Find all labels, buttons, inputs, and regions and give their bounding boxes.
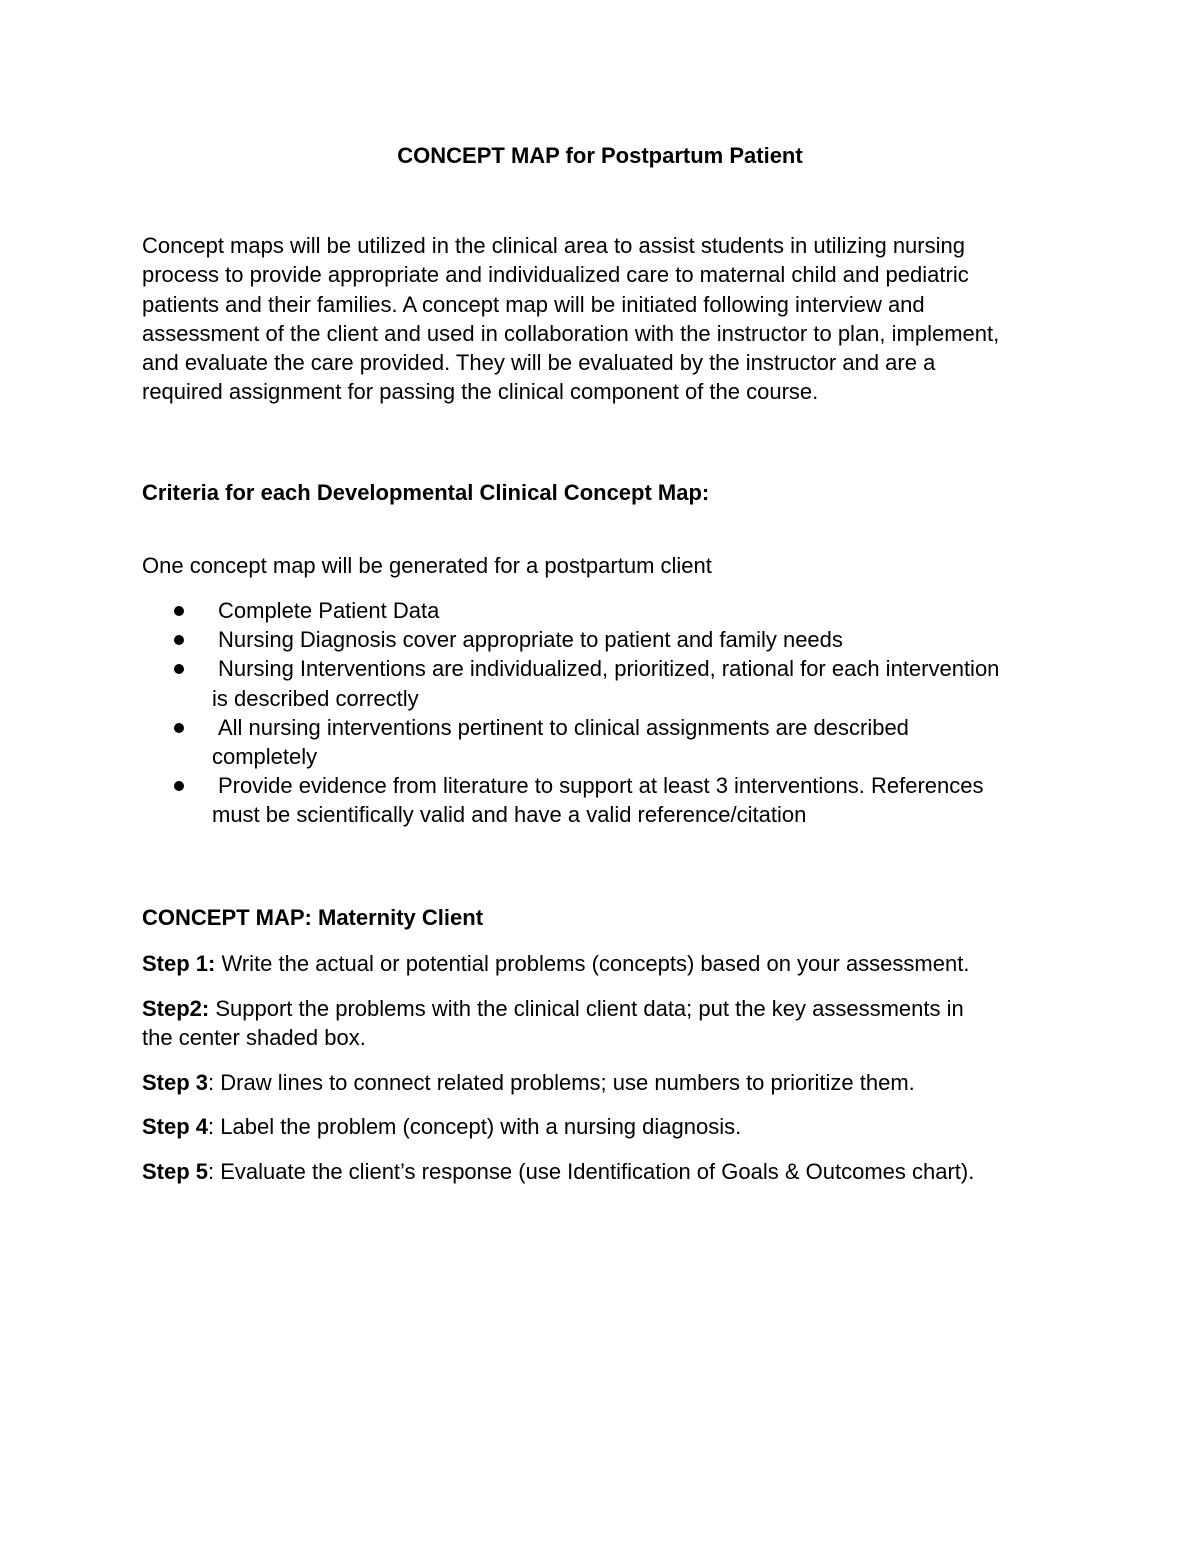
step-4	[142, 1112, 1072, 1142]
step-label: Step 4	[142, 1114, 209, 1139]
document-title: CONCEPT MAP for Postpartum Patient	[397, 143, 803, 168]
criteria-item-text: Nursing Interventions are individualized, prioritized, rational for each intervention	[218, 656, 1000, 682]
step-label: Step 5	[142, 1158, 209, 1184]
criteria-item	[0, 713, 1200, 771]
criteria-item-text: Provide evidence from literature to support at least 3 interventions. References	[218, 773, 984, 799]
intro-line: Concept maps will be utilized in the clinical area to assist students in utilizing nursing	[142, 233, 965, 258]
criteria-item-text-cont: completely	[212, 744, 318, 770]
intro-line: assessment of the client and used in collaboration with the instructor to plan, implement,	[142, 320, 1000, 346]
step-label: Step 3	[142, 1069, 209, 1095]
criteria-heading: Criteria for each Developmental Clinical Concept Map:	[142, 480, 710, 505]
criteria-item	[0, 771, 1200, 829]
criteria-item-text: Nursing Diagnosis cover appropriate to patient and family needs	[218, 627, 843, 653]
criteria-lead: One concept map will be generated for a postpartum client	[142, 553, 712, 578]
intro-line: and evaluate the care provided. They will be evaluated by the instructor and are a	[142, 350, 936, 376]
step-text: : Label the problem (concept) with a nursing diagnosis.	[208, 1114, 742, 1139]
criteria-item-text: All nursing interventions pertinent to clinical assignments are described	[218, 714, 909, 740]
intro-line: process to provide appropriate and individualized care to maternal child and pediatric	[142, 262, 969, 288]
criteria-item	[0, 596, 1200, 625]
intro-line: required assignment for passing the clinical component of the course.	[142, 379, 819, 405]
step-text: : Evaluate the client’s response (use Identification of Goals & Outcomes chart).	[208, 1158, 975, 1184]
bullet-icon	[174, 664, 184, 674]
step-text: : Draw lines to connect related problems; use numbers to prioritize them.	[208, 1069, 915, 1095]
step-1	[142, 949, 1072, 979]
criteria-item-text-cont: must be scientifically valid and have a valid reference/citation	[212, 802, 807, 828]
step-label: Step 1:	[142, 951, 216, 976]
criteria-list	[0, 596, 1200, 830]
bullet-icon	[174, 606, 184, 616]
criteria-item	[0, 654, 1200, 712]
step-text: Write the actual or potential problems (concepts) based on your assessment.	[215, 951, 970, 976]
intro-paragraph	[142, 231, 1072, 407]
maternity-title: CONCEPT MAP: Maternity Client	[142, 905, 484, 930]
step-5	[142, 1157, 1072, 1187]
step-text-cont: the center shaded box.	[142, 1025, 366, 1050]
bullet-icon	[174, 723, 184, 733]
criteria-item-text: Complete Patient Data	[218, 598, 440, 623]
bullet-icon	[174, 635, 184, 645]
intro-line: patients and their families. A concept map will be initiated following interview and	[142, 291, 925, 317]
step-3	[142, 1068, 1072, 1098]
bullet-icon	[174, 781, 184, 791]
step-2	[142, 994, 1072, 1053]
maternity-section	[142, 904, 1072, 1201]
criteria-item	[0, 625, 1200, 654]
step-label: Step2:	[142, 995, 210, 1021]
criteria-item-text-cont: is described correctly	[212, 685, 419, 711]
step-text: Support the problems with the clinical client data; put the key assessments in	[209, 995, 964, 1021]
